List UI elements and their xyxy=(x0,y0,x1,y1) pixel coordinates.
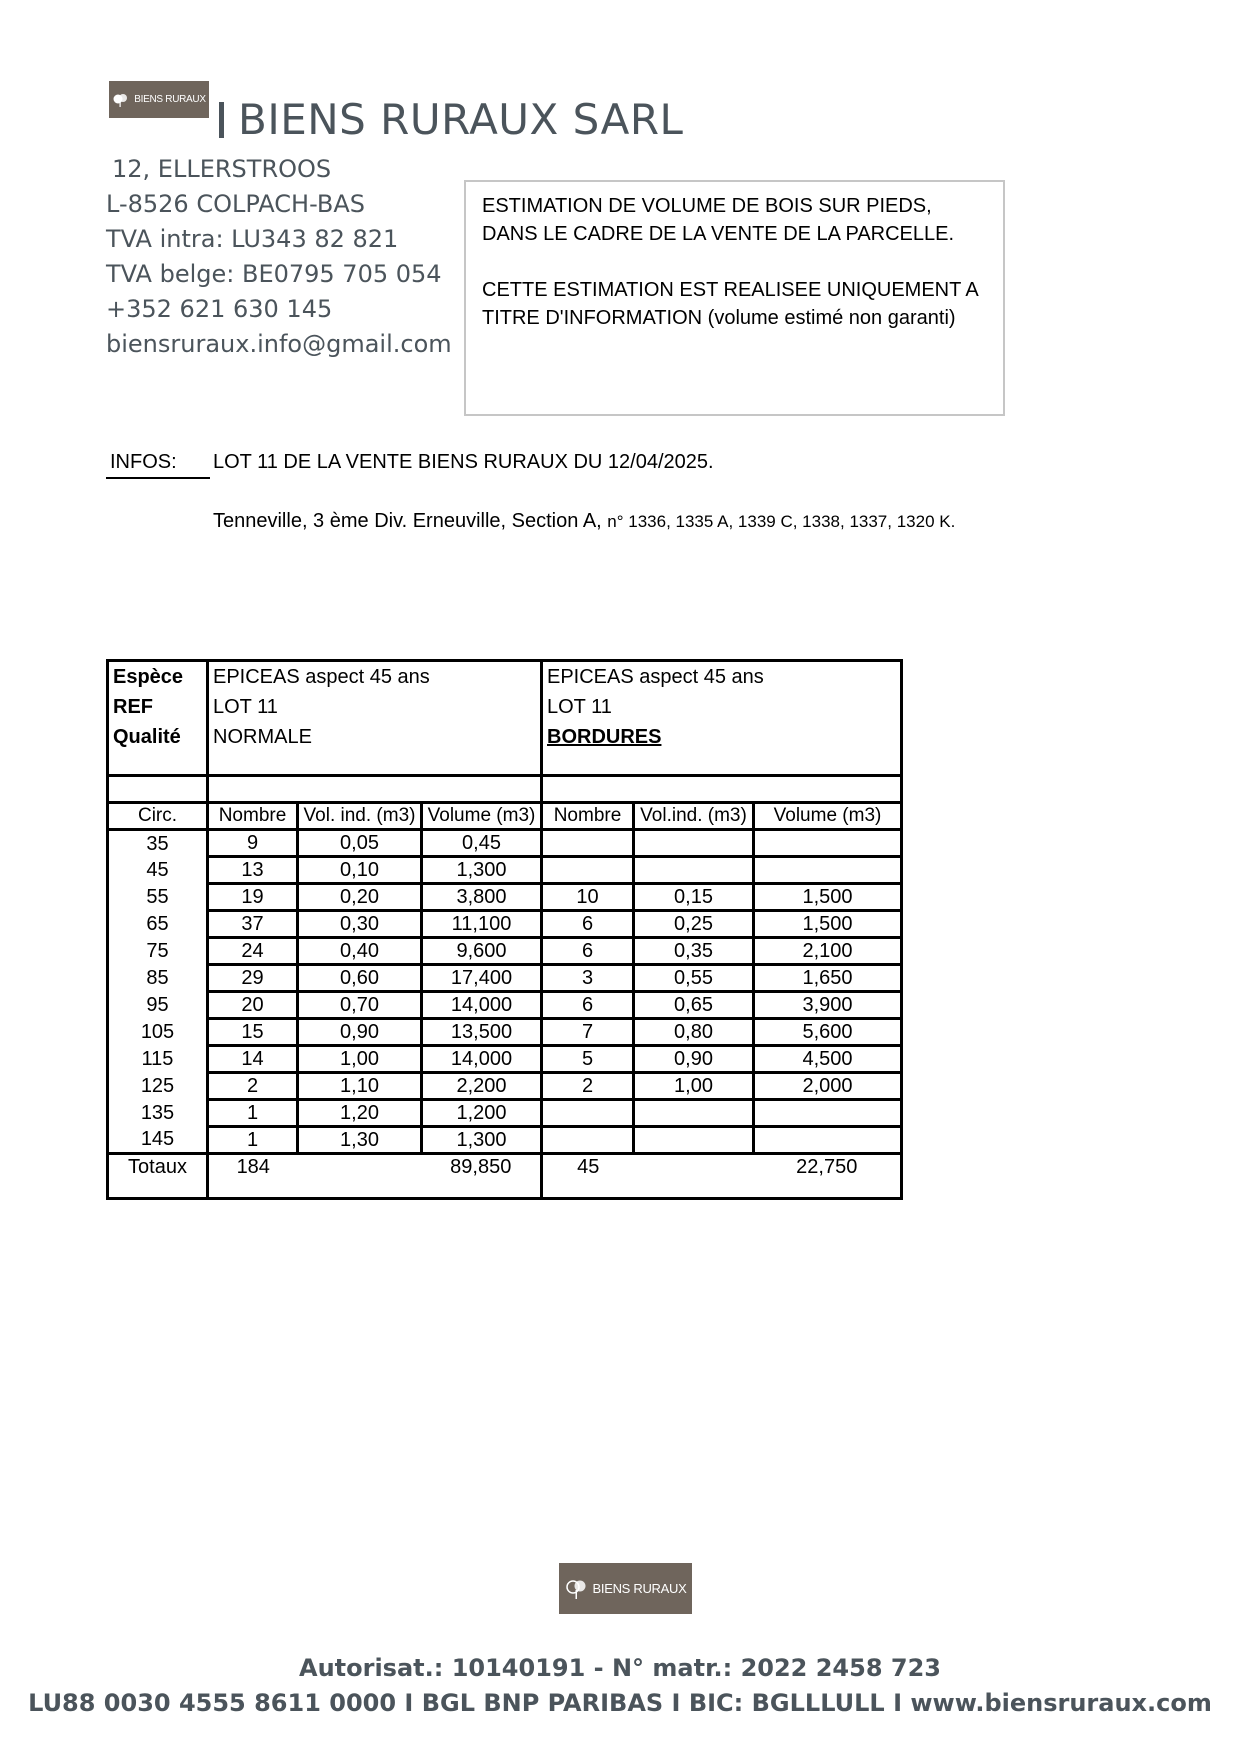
group2-qualite: BORDURES xyxy=(547,726,662,748)
notice-line-2: CETTE ESTIMATION EST REALISEE UNIQUEMENT A TITRE D'INFORMATION (volume estimé non garanti) xyxy=(482,279,978,329)
location-parcels: n° 1336, 1335 A, 1339 C, 1338, 1337, 1320 K. xyxy=(607,512,956,531)
totals-row xyxy=(108,1154,902,1199)
group2-ref: LOT 11 xyxy=(547,696,612,718)
table-row xyxy=(108,1019,902,1046)
cell-nombre-2: 7 xyxy=(542,1019,634,1046)
table-row xyxy=(108,1127,902,1154)
cell-nombre-2: 10 xyxy=(542,884,634,911)
vat-intra: TVA intra: LU343 82 821 xyxy=(106,225,399,253)
spacer-cell xyxy=(542,776,902,803)
spacer-cell xyxy=(208,776,542,803)
footer-logo xyxy=(559,1563,692,1614)
spacer-cell xyxy=(108,776,208,803)
cell-volume-2: 2,000 xyxy=(754,1073,902,1100)
col-nombre-2: Nombre xyxy=(542,803,634,830)
cell-vol-ind-1: 1,00 xyxy=(298,1046,422,1073)
cell-vol-ind-2 xyxy=(634,1127,754,1154)
cell-nombre-2: 6 xyxy=(542,938,634,965)
cell-vol-ind-1: 0,70 xyxy=(298,992,422,1019)
cell-circ: 105 xyxy=(108,1019,208,1046)
cell-volume-1: 2,200 xyxy=(422,1073,542,1100)
footer-bank-details: LU88 0030 4555 8611 0000 I BGL BNP PARIBAS I BIC: BGLLLULL I www.biensruraux.com xyxy=(28,1689,1212,1717)
cell-circ: 135 xyxy=(108,1100,208,1127)
table-row xyxy=(108,830,902,857)
cell-nombre-1: 2 xyxy=(208,1073,298,1100)
label-espece: Espèce xyxy=(113,666,184,688)
company-name xyxy=(219,95,683,144)
title-separator xyxy=(219,102,224,138)
cell-volume-2: 3,900 xyxy=(754,992,902,1019)
cell-vol-ind-1: 0,10 xyxy=(298,857,422,884)
table-row xyxy=(108,1073,902,1100)
cell-vol-ind-2 xyxy=(634,1100,754,1127)
group1-header xyxy=(208,661,542,776)
cell-nombre-1: 1 xyxy=(208,1127,298,1154)
address-line: L-8526 COLPACH-BAS xyxy=(106,190,365,218)
row-labels-cell xyxy=(108,661,208,776)
label-qualite: Qualité xyxy=(113,726,181,748)
table-row xyxy=(108,1046,902,1073)
cell-nombre-2 xyxy=(542,857,634,884)
cell-volume-1: 14,000 xyxy=(422,1046,542,1073)
vat-be: TVA belge: BE0795 705 054 xyxy=(106,260,442,288)
phone-number: +352 621 630 145 xyxy=(106,295,333,323)
cell-vol-ind-1: 1,10 xyxy=(298,1073,422,1100)
cell-vol-ind-1: 0,05 xyxy=(298,830,422,857)
cell-nombre-2 xyxy=(542,1127,634,1154)
spacer-row xyxy=(108,776,902,803)
company-address xyxy=(106,152,452,362)
cell-volume-2: 4,500 xyxy=(754,1046,902,1073)
cell-volume-1: 1,300 xyxy=(422,1127,542,1154)
cell-nombre-2 xyxy=(542,1100,634,1127)
total-volume-1: 89,850 xyxy=(422,1154,542,1199)
cell-circ: 65 xyxy=(108,911,208,938)
table-body xyxy=(108,830,902,1154)
logo-text: BIENS RURAUX xyxy=(134,94,206,105)
cell-vol-ind-2: 0,35 xyxy=(634,938,754,965)
label-ref: REF xyxy=(113,696,153,718)
cell-vol-ind-1: 0,20 xyxy=(298,884,422,911)
totals-label: Totaux xyxy=(108,1154,208,1199)
group1-espece: EPICEAS aspect 45 ans xyxy=(213,666,430,688)
cell-volume-1: 1,200 xyxy=(422,1100,542,1127)
total-empty xyxy=(634,1154,754,1199)
cell-volume-2: 2,100 xyxy=(754,938,902,965)
notice-line-1: ESTIMATION DE VOLUME DE BOIS SUR PIEDS, DANS LE CADRE DE LA VENTE DE LA PARCELLE. xyxy=(482,195,955,245)
cell-nombre-2: 2 xyxy=(542,1073,634,1100)
col-volume-2: Volume (m3) xyxy=(754,803,902,830)
leaf-icon xyxy=(565,1579,589,1599)
cell-volume-2: 1,500 xyxy=(754,911,902,938)
cell-nombre-1: 24 xyxy=(208,938,298,965)
cell-vol-ind-2: 1,00 xyxy=(634,1073,754,1100)
infos-text: LOT 11 DE LA VENTE BIENS RURAUX DU 12/04/2025. xyxy=(213,451,714,473)
col-circ: Circ. xyxy=(108,803,208,830)
cell-volume-1: 9,600 xyxy=(422,938,542,965)
footer-authorisation: Autorisat.: 10140191 - N° matr.: 2022 2458 723 xyxy=(299,1654,941,1682)
total-volume-2: 22,750 xyxy=(754,1154,902,1199)
table-row xyxy=(108,1100,902,1127)
table-row xyxy=(108,992,902,1019)
parcel-location xyxy=(213,510,955,533)
cell-nombre-1: 19 xyxy=(208,884,298,911)
table-row xyxy=(108,938,902,965)
cell-vol-ind-1: 0,60 xyxy=(298,965,422,992)
table-row xyxy=(108,911,902,938)
cell-nombre-1: 9 xyxy=(208,830,298,857)
infos-label: INFOS: xyxy=(110,451,177,473)
cell-vol-ind-1: 0,30 xyxy=(298,911,422,938)
col-vol-ind-1: Vol. ind. (m3) xyxy=(298,803,422,830)
col-volume-1: Volume (m3) xyxy=(422,803,542,830)
cell-circ: 125 xyxy=(108,1073,208,1100)
cell-volume-2 xyxy=(754,1100,902,1127)
cell-nombre-1: 20 xyxy=(208,992,298,1019)
cell-volume-2: 1,650 xyxy=(754,965,902,992)
table-header-row xyxy=(108,661,902,776)
total-empty xyxy=(298,1154,422,1199)
cell-volume-1: 3,800 xyxy=(422,884,542,911)
cell-vol-ind-1: 1,20 xyxy=(298,1100,422,1127)
table-row xyxy=(108,884,902,911)
cell-vol-ind-2 xyxy=(634,857,754,884)
leaf-icon xyxy=(112,93,130,107)
cell-vol-ind-1: 0,40 xyxy=(298,938,422,965)
cell-volume-2: 1,500 xyxy=(754,884,902,911)
cell-vol-ind-2: 0,80 xyxy=(634,1019,754,1046)
logo-text: BIENS RURAUX xyxy=(592,1581,687,1596)
infos-underline xyxy=(106,477,210,479)
cell-nombre-2 xyxy=(542,830,634,857)
cell-nombre-2: 6 xyxy=(542,992,634,1019)
cell-vol-ind-2: 0,65 xyxy=(634,992,754,1019)
volume-table xyxy=(106,659,903,1200)
column-header-row xyxy=(108,803,902,830)
cell-vol-ind-2: 0,55 xyxy=(634,965,754,992)
cell-circ: 55 xyxy=(108,884,208,911)
col-vol-ind-2: Vol.ind. (m3) xyxy=(634,803,754,830)
cell-volume-1: 1,300 xyxy=(422,857,542,884)
company-name-text: BIENS RURAUX SARL xyxy=(238,95,684,144)
cell-circ: 75 xyxy=(108,938,208,965)
location-main: Tenneville, 3 ème Div. Erneuville, Section A, xyxy=(213,510,608,532)
cell-vol-ind-2: 0,15 xyxy=(634,884,754,911)
address-line: 12, ELLERSTROOS xyxy=(112,155,332,183)
cell-nombre-1: 15 xyxy=(208,1019,298,1046)
table-row xyxy=(108,965,902,992)
cell-volume-1: 11,100 xyxy=(422,911,542,938)
cell-vol-ind-2 xyxy=(634,830,754,857)
company-logo xyxy=(109,81,209,118)
col-nombre-1: Nombre xyxy=(208,803,298,830)
cell-volume-2: 5,600 xyxy=(754,1019,902,1046)
cell-circ: 85 xyxy=(108,965,208,992)
cell-nombre-1: 14 xyxy=(208,1046,298,1073)
cell-volume-1: 17,400 xyxy=(422,965,542,992)
cell-vol-ind-2: 0,90 xyxy=(634,1046,754,1073)
cell-volume-1: 13,500 xyxy=(422,1019,542,1046)
group1-qualite: NORMALE xyxy=(213,726,312,748)
total-nombre-1: 184 xyxy=(208,1154,298,1199)
cell-volume-1: 0,45 xyxy=(422,830,542,857)
cell-vol-ind-2: 0,25 xyxy=(634,911,754,938)
group2-header xyxy=(542,661,902,776)
cell-nombre-2: 6 xyxy=(542,911,634,938)
estimation-notice xyxy=(464,180,1005,416)
cell-nombre-2: 3 xyxy=(542,965,634,992)
cell-volume-2 xyxy=(754,857,902,884)
cell-circ: 45 xyxy=(108,857,208,884)
cell-circ: 95 xyxy=(108,992,208,1019)
email-address: biensruraux.info@gmail.com xyxy=(106,330,452,358)
cell-volume-2 xyxy=(754,1127,902,1154)
cell-circ: 145 xyxy=(108,1127,208,1154)
cell-circ: 35 xyxy=(108,830,208,857)
cell-nombre-1: 13 xyxy=(208,857,298,884)
group1-ref: LOT 11 xyxy=(213,696,278,718)
cell-circ: 115 xyxy=(108,1046,208,1073)
cell-nombre-1: 1 xyxy=(208,1100,298,1127)
cell-volume-2 xyxy=(754,830,902,857)
group2-espece: EPICEAS aspect 45 ans xyxy=(547,666,764,688)
cell-nombre-2: 5 xyxy=(542,1046,634,1073)
table-row xyxy=(108,857,902,884)
cell-nombre-1: 29 xyxy=(208,965,298,992)
cell-volume-1: 14,000 xyxy=(422,992,542,1019)
cell-vol-ind-1: 0,90 xyxy=(298,1019,422,1046)
total-nombre-2: 45 xyxy=(542,1154,634,1199)
cell-vol-ind-1: 1,30 xyxy=(298,1127,422,1154)
cell-nombre-1: 37 xyxy=(208,911,298,938)
